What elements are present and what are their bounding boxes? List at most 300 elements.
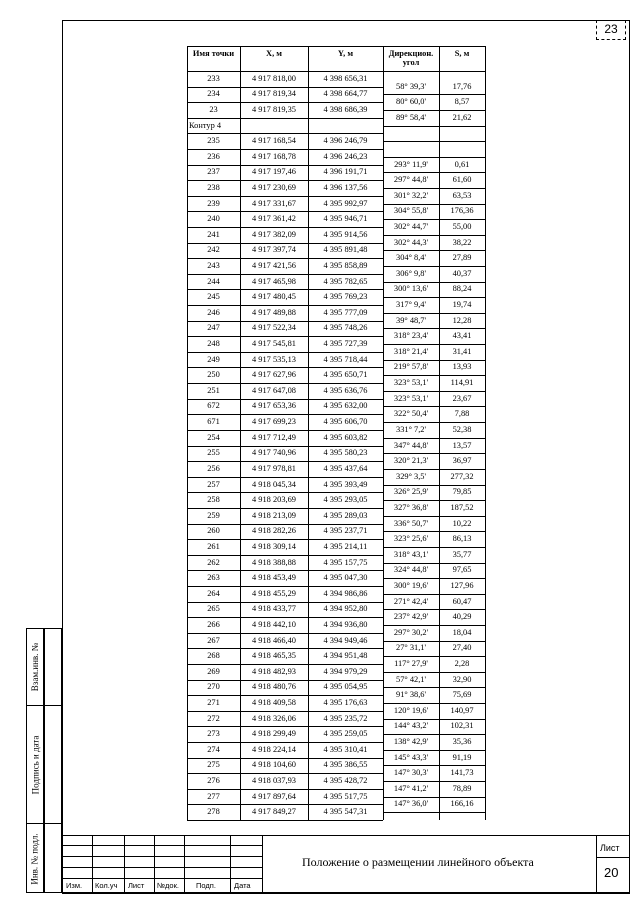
point-x: 4 918 409,58 (252, 697, 296, 707)
header-x: X, м (266, 49, 282, 58)
segment-angle: 297° 30,2' (393, 627, 429, 637)
segment-row-line (383, 516, 485, 517)
segment-row-line (383, 375, 485, 376)
point-x: 4 917 522,34 (252, 323, 296, 333)
table-row-line (187, 274, 383, 275)
segment-angle: 336° 50,7' (393, 518, 429, 528)
point-x: 4 918 299,49 (252, 729, 296, 739)
segment-angle: 318° 23,4' (393, 331, 429, 341)
segment-row-line (383, 750, 485, 751)
table-row-line (187, 243, 383, 244)
segment-row-line (383, 719, 485, 720)
segment-row-line (383, 328, 485, 329)
table-row-line (187, 648, 383, 649)
table-row-line (187, 492, 383, 493)
col-data: Дата (234, 881, 251, 890)
segment-angle: 58° 39,3' (396, 81, 426, 91)
point-name: 278 (207, 807, 220, 817)
point-x: 4 918 482,93 (252, 666, 296, 676)
point-x: 4 917 361,42 (252, 214, 296, 224)
table-row-line (187, 539, 383, 540)
col-list: Лист (128, 881, 145, 890)
segment-length: 187,52 (450, 502, 474, 512)
point-name: 234 (207, 89, 220, 99)
table-row-line (187, 726, 383, 727)
header-y: Y, м (337, 49, 354, 58)
sheet-label: Лист (600, 843, 620, 853)
table-row-line (187, 336, 383, 337)
segment-row-line (383, 188, 485, 189)
point-y: 4 395 748,26 (323, 323, 368, 333)
segment-angle: 318° 21,4' (393, 346, 429, 356)
segment-length: 12,28 (452, 315, 472, 325)
point-y: 4 395 289,03 (323, 510, 368, 520)
point-name: 258 (207, 495, 220, 505)
point-name: 242 (207, 245, 220, 255)
col-izm: Изм. (66, 881, 83, 890)
segment-length: 0,61 (454, 159, 470, 169)
segment-row-line (383, 344, 485, 345)
table-row-line (187, 820, 383, 821)
segment-row-line (383, 422, 485, 423)
segment-row-line (383, 235, 485, 236)
point-x: 4 918 203,69 (252, 495, 296, 505)
point-x: 4 917 480,45 (252, 292, 296, 302)
segment-row-line (383, 672, 485, 673)
segment-row-line (383, 594, 485, 595)
point-y: 4 395 517,75 (323, 791, 368, 801)
segment-length: 27,89 (452, 253, 472, 263)
segment-angle: 219° 57,8' (393, 362, 429, 372)
point-name: 236 (207, 151, 220, 161)
point-y: 4 394 949,46 (323, 635, 368, 645)
table-row-line (187, 680, 383, 681)
sheet-number: 20 (604, 865, 619, 880)
point-name: 271 (207, 697, 220, 707)
point-x: 4 917 397,74 (252, 245, 296, 255)
segment-length: 176,36 (450, 206, 474, 216)
point-name: 244 (207, 276, 220, 286)
table-row-line (187, 602, 383, 603)
table-row-line (187, 133, 383, 134)
table-row-line (187, 87, 383, 88)
point-y: 4 395 632,00 (323, 401, 368, 411)
segment-angle: 306° 9,8' (396, 268, 426, 278)
point-y: 4 398 656,31 (323, 73, 368, 83)
point-name: 246 (207, 307, 220, 317)
point-name: 263 (207, 573, 220, 583)
table-row-line (187, 211, 383, 212)
point-y: 4 395 782,65 (323, 276, 368, 286)
segment-length: 114,91 (450, 378, 474, 388)
point-name: 272 (207, 713, 220, 723)
point-name: 671 (207, 417, 220, 427)
point-y: 4 395 437,64 (323, 463, 368, 473)
segment-length: 40,37 (452, 268, 472, 278)
point-name: 274 (207, 744, 220, 754)
point-x: 4 917 647,08 (252, 385, 296, 395)
point-y: 4 395 580,23 (323, 448, 368, 458)
table-row-line (187, 570, 383, 571)
point-x: 4 918 309,14 (252, 541, 296, 551)
segment-angle: 91° 38,6' (396, 690, 426, 700)
point-x: 4 918 104,60 (252, 760, 296, 770)
table-row-line (187, 617, 383, 618)
title-block (62, 835, 630, 893)
segment-angle: 57° 42,1' (396, 674, 426, 684)
segment-length: 32,90 (452, 674, 472, 684)
point-name: 270 (207, 682, 220, 692)
segment-angle: 302° 44,7' (393, 222, 429, 232)
left-stamp (26, 628, 62, 893)
point-name: 265 (207, 604, 220, 614)
point-y: 4 395 428,72 (323, 775, 368, 785)
segment-row-line (383, 781, 485, 782)
point-y: 4 395 718,44 (323, 354, 368, 364)
point-name: 275 (207, 760, 220, 770)
segment-length: 88,24 (452, 284, 472, 294)
table-row-line (187, 258, 383, 259)
segment-angle: 120° 19,6' (393, 705, 429, 715)
segment-length: 23,67 (452, 393, 472, 403)
point-y: 4 395 769,23 (323, 292, 368, 302)
segment-row-line (383, 485, 485, 486)
point-x: 4 918 045,34 (252, 479, 296, 489)
segment-angle: 301° 32,2' (393, 190, 429, 200)
point-x: 4 917 627,96 (252, 370, 296, 380)
point-x: 4 918 465,35 (252, 651, 296, 661)
stamp-label-inventory: Инв. № подл. (30, 832, 40, 885)
segment-angle: 147° 30,3' (393, 768, 429, 778)
point-name: 269 (207, 666, 220, 676)
segment-row-line (383, 141, 485, 142)
point-name: 276 (207, 775, 220, 785)
table-header-line (187, 71, 485, 72)
table-row-line (187, 711, 383, 712)
table-row-line (187, 446, 383, 447)
point-x: 4 918 480,76 (252, 682, 296, 692)
segment-angle: 317° 9,4' (396, 300, 426, 310)
col-ndok: №док. (157, 881, 179, 890)
header-s: S, м (454, 49, 470, 58)
segment-angle: 347° 44,8' (393, 440, 429, 450)
point-name: 257 (207, 479, 220, 489)
point-y: 4 395 054,95 (323, 682, 368, 692)
segment-angle: 27° 31,1' (396, 643, 426, 653)
point-x: 4 918 466,40 (252, 635, 296, 645)
point-x: 4 917 897,64 (252, 791, 296, 801)
segment-length: 52,38 (452, 424, 472, 434)
point-y: 4 398 686,39 (323, 105, 368, 114)
point-y: 4 398 664,77 (323, 89, 368, 99)
point-name: 243 (207, 261, 220, 271)
table-row-line (187, 305, 383, 306)
table-row-line (187, 586, 383, 587)
table-row-line (187, 196, 383, 197)
sheet-corner-number: 23 (596, 20, 626, 40)
point-y: 4 394 986,86 (323, 588, 368, 598)
table-row-line (187, 383, 383, 384)
segment-length: 21,62 (452, 112, 472, 122)
point-y: 4 396 137,56 (323, 183, 368, 193)
segment-row-line (383, 578, 485, 579)
point-x: 4 918 388,88 (252, 557, 296, 567)
segment-length: 7,88 (454, 409, 470, 419)
point-y: 4 395 293,05 (323, 495, 368, 505)
point-name: 233 (207, 73, 220, 83)
segment-length: 10,22 (452, 518, 472, 528)
point-name: 238 (207, 183, 220, 193)
segment-row-line (383, 531, 485, 532)
table-row-line (187, 321, 383, 322)
segment-length: 19,74 (452, 300, 472, 310)
point-name: 239 (207, 198, 220, 208)
point-y: 4 395 603,82 (323, 432, 368, 442)
segment-row-line (383, 250, 485, 251)
point-x: 4 917 653,36 (252, 401, 296, 411)
point-y: 4 395 386,55 (323, 760, 368, 770)
table-row-line (187, 289, 383, 290)
point-x: 4 918 213,09 (252, 510, 296, 520)
table-row-line (187, 399, 383, 400)
segment-angle: 326° 25,9' (393, 487, 429, 497)
table-row-line (187, 695, 383, 696)
segment-length: 79,85 (452, 487, 472, 497)
segment-length: 36,97 (452, 456, 472, 466)
segment-row-line (383, 453, 485, 454)
segment-row-line (383, 297, 485, 298)
segment-row-line (383, 734, 485, 735)
point-x: 4 918 442,10 (252, 619, 296, 629)
point-x: 4 918 037,93 (252, 775, 296, 785)
point-y: 4 395 777,09 (323, 307, 368, 317)
segment-row-line (383, 625, 485, 626)
stamp-label-signature: Подпись и дата (30, 735, 40, 795)
point-y: 4 395 393,49 (323, 479, 368, 489)
segment-length: 35,77 (452, 549, 472, 559)
point-y: 4 395 547,31 (323, 807, 368, 817)
point-y: 4 395 259,05 (323, 729, 368, 739)
segment-angle: 300° 13,6' (393, 284, 429, 294)
point-y: 4 395 237,71 (323, 526, 368, 536)
table-row-line (187, 367, 383, 368)
segment-row-line (383, 609, 485, 610)
table-row-line (187, 773, 383, 774)
segment-angle: 147° 36,0' (393, 799, 429, 809)
point-y: 4 394 979,29 (323, 666, 368, 676)
point-x: 4 917 168,78 (252, 151, 296, 161)
point-y: 4 395 992,97 (323, 198, 368, 208)
segment-row-line (383, 469, 485, 470)
point-name: Контур 4 (189, 120, 222, 130)
point-x: 4 917 818,00 (252, 73, 296, 83)
table-row-line (187, 477, 383, 478)
point-y: 4 394 951,48 (323, 651, 368, 661)
segment-angle: 293° 11,9' (394, 159, 428, 169)
point-y: 4 396 191,71 (323, 167, 368, 177)
table-row-line (187, 804, 383, 805)
point-x: 4 917 535,13 (252, 354, 296, 364)
table-row-line (187, 165, 383, 166)
segment-length: 17,76 (452, 81, 472, 91)
segment-row-line (383, 157, 485, 158)
point-name: 235 (207, 136, 220, 146)
col-podp: Подп. (196, 881, 216, 890)
point-x: 4 917 819,34 (252, 89, 296, 99)
point-x: 4 918 433,77 (252, 604, 296, 614)
point-x: 4 918 224,14 (252, 744, 296, 754)
table-row-line (187, 352, 383, 353)
segment-length: 40,29 (452, 612, 472, 622)
table-row-line (187, 664, 383, 665)
table-row-line (187, 227, 383, 228)
segment-angle: 323° 53,1' (393, 393, 429, 403)
table-row-line (187, 524, 383, 525)
table-row-line (187, 789, 383, 790)
point-name: 241 (207, 229, 220, 239)
segment-angle: 145° 43,3' (393, 752, 429, 762)
point-y: 4 395 310,41 (323, 744, 368, 754)
segment-row-line (383, 282, 485, 283)
segment-row-line (383, 110, 485, 111)
point-name: 259 (207, 510, 220, 520)
segment-length: 86,13 (452, 534, 472, 544)
segment-angle: 304° 8,4' (396, 253, 426, 263)
segment-row-line (383, 563, 485, 564)
table-row-line (187, 461, 383, 462)
point-name: 249 (207, 354, 220, 364)
point-x: 4 918 453,49 (252, 573, 296, 583)
point-name: 273 (207, 729, 220, 739)
point-x: 4 917 197,46 (252, 167, 296, 177)
table-row-line (187, 633, 383, 634)
segment-angle: 138° 42,9' (393, 736, 429, 746)
point-y: 4 394 952,80 (323, 604, 368, 614)
col-koluch: Кол.уч (95, 881, 118, 890)
segment-length: 31,41 (452, 346, 472, 356)
segment-row-line (383, 797, 485, 798)
point-y: 4 395 047,30 (323, 573, 368, 583)
segment-row-line (383, 360, 485, 361)
segment-angle: 327° 36,8' (393, 502, 429, 512)
segment-row-line (383, 547, 485, 548)
segment-row-line (383, 391, 485, 392)
segment-length: 61,60 (452, 175, 472, 185)
point-x: 4 917 168,54 (252, 136, 296, 146)
table-row-line (187, 430, 383, 431)
point-y: 4 395 891,48 (323, 245, 368, 255)
point-name: 672 (207, 401, 220, 411)
point-name: 248 (207, 339, 220, 349)
point-y: 4 395 157,75 (323, 557, 368, 567)
segment-row-line (383, 204, 485, 205)
table-row-line (187, 742, 383, 743)
point-y: 4 395 650,71 (323, 370, 368, 380)
point-x: 4 917 819,35 (252, 105, 296, 114)
segment-length: 102,31 (450, 721, 474, 731)
point-name: 261 (207, 541, 220, 551)
point-y: 4 395 235,72 (323, 713, 368, 723)
point-name: 267 (207, 635, 220, 645)
segment-length: 43,41 (452, 331, 472, 341)
point-y: 4 395 727,39 (323, 339, 368, 349)
point-name: 262 (207, 557, 220, 567)
point-x: 4 918 326,06 (252, 713, 296, 723)
segment-angle: 324° 44,8' (393, 565, 429, 575)
segment-angle: 147° 41,2' (393, 783, 429, 793)
table-row-line (187, 414, 383, 415)
segment-length: 13,57 (452, 440, 472, 450)
segment-length: 78,89 (452, 783, 472, 793)
point-x: 4 917 331,67 (252, 198, 296, 208)
table-row-line (187, 758, 383, 759)
point-y: 4 395 636,76 (323, 385, 368, 395)
point-x: 4 917 712,49 (252, 432, 296, 442)
segment-row-line (383, 656, 485, 657)
segment-row-line (383, 94, 485, 95)
segment-angle: 300° 19,6' (393, 580, 429, 590)
point-name: 277 (207, 791, 220, 801)
point-name: 23 (209, 105, 218, 114)
segment-length: 55,00 (452, 222, 472, 232)
point-y: 4 395 914,56 (323, 229, 368, 239)
point-name: 268 (207, 651, 220, 661)
segment-angle: 322° 50,4' (393, 409, 429, 419)
segment-row-line (383, 406, 485, 407)
segment-row-line (383, 219, 485, 220)
segment-row-line (383, 266, 485, 267)
document-title: Положение о размещении линейного объекта (302, 855, 534, 869)
segment-length: 75,69 (452, 690, 472, 700)
segment-angle: 320° 21,3' (393, 456, 429, 466)
table-row-line (187, 102, 383, 103)
point-y: 4 395 858,89 (323, 261, 368, 271)
segment-length: 277,32 (450, 471, 474, 481)
segment-length: 140,97 (450, 705, 474, 715)
segment-row-line (383, 687, 485, 688)
point-y: 4 396 246,79 (323, 136, 368, 146)
segment-length: 91,19 (452, 752, 472, 762)
segment-length: 13,93 (452, 362, 472, 372)
segment-row-line (383, 126, 485, 127)
point-x: 4 917 230,69 (252, 183, 296, 193)
segment-length: 35,36 (452, 736, 472, 746)
stamp-label-replace: Взам.инв. № (30, 642, 40, 692)
point-y: 4 395 214,11 (323, 541, 368, 551)
segment-length: 127,96 (450, 580, 474, 590)
segment-length: 97,65 (452, 565, 472, 575)
segment-length: 18,04 (452, 627, 472, 637)
table-vline (485, 46, 486, 820)
table-row-line (187, 555, 383, 556)
point-x: 4 918 455,29 (252, 588, 296, 598)
point-x: 4 917 978,81 (252, 463, 296, 473)
point-name: 237 (207, 167, 220, 177)
point-x: 4 917 465,98 (252, 276, 296, 286)
segment-row-line (383, 172, 485, 173)
point-y: 4 395 946,71 (323, 214, 368, 224)
segment-angle: 323° 25,6' (393, 534, 429, 544)
point-x: 4 917 545,81 (252, 339, 296, 349)
table-row-line (187, 118, 383, 119)
point-y: 4 395 606,70 (323, 417, 368, 427)
segment-angle: 304° 55,8' (393, 206, 429, 216)
point-name: 266 (207, 619, 220, 629)
table-top-line (187, 46, 485, 47)
segment-row-line (383, 703, 485, 704)
segment-angle: 144° 43,2' (393, 721, 429, 731)
point-name: 256 (207, 463, 220, 473)
